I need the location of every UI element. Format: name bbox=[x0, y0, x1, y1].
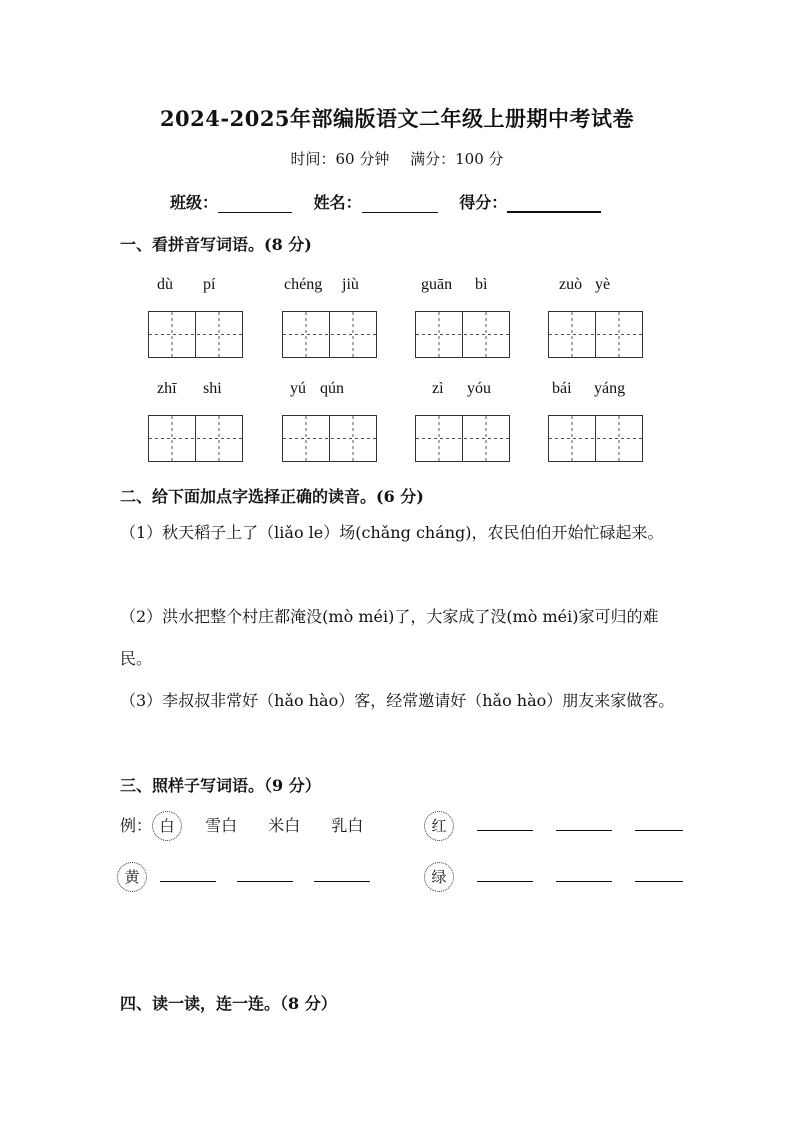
writing-grid[interactable] bbox=[415, 415, 510, 462]
answer-blank[interactable] bbox=[556, 814, 612, 831]
char-green: 绿 bbox=[424, 862, 454, 892]
pinyin: guān bbox=[421, 276, 453, 293]
answer-blank[interactable] bbox=[314, 865, 370, 882]
class-blank[interactable] bbox=[218, 194, 292, 213]
answer-blank[interactable] bbox=[477, 814, 533, 831]
pinyin: qún bbox=[320, 380, 344, 397]
exam-time: 时间：60 分钟 bbox=[290, 150, 390, 168]
pinyin: zuò bbox=[559, 276, 583, 293]
writing-grid[interactable] bbox=[548, 311, 643, 358]
student-info bbox=[170, 190, 617, 213]
writing-grid[interactable] bbox=[148, 311, 243, 358]
pinyin: zì bbox=[432, 380, 444, 397]
writing-grid[interactable] bbox=[282, 415, 377, 462]
writing-grid[interactable] bbox=[548, 415, 643, 462]
writing-grid[interactable] bbox=[148, 415, 243, 462]
answer-blank[interactable] bbox=[160, 865, 216, 882]
section2-heading: 二、给下面加点字选择正确的读音。(6 分) bbox=[120, 487, 424, 506]
answer-blank[interactable] bbox=[556, 865, 612, 882]
name-label: 姓名： bbox=[313, 193, 362, 212]
example-word: 雪白 bbox=[205, 816, 238, 835]
answer-blank[interactable] bbox=[477, 865, 533, 882]
example-char: 白 bbox=[152, 811, 182, 841]
answer-blank[interactable] bbox=[237, 865, 293, 882]
section4-heading: 四、读一读，连一连。（8 分） bbox=[120, 994, 337, 1013]
exam-subtitle bbox=[0, 148, 794, 169]
pinyin: chéng bbox=[284, 276, 323, 293]
example-row bbox=[120, 811, 363, 841]
answer-blank[interactable] bbox=[635, 865, 683, 882]
red-row bbox=[424, 811, 683, 841]
pinyin: pí bbox=[203, 276, 216, 293]
section3-heading: 三、照样子写词语。（9 分） bbox=[120, 776, 321, 795]
question-2: （2）洪水把整个村庄都淹没(mò méi)了，大家成了没(mò méi)家可归的难民。 bbox=[120, 607, 659, 668]
char-red: 红 bbox=[424, 811, 454, 841]
pinyin: yóu bbox=[467, 380, 491, 397]
pinyin: jiù bbox=[342, 276, 359, 293]
writing-grid[interactable] bbox=[415, 311, 510, 358]
answer-blank[interactable] bbox=[635, 814, 683, 831]
question-1: （1）秋天稻子上了（liǎo le）场(chǎng cháng)，农民伯伯开始忙碌起来。 bbox=[120, 523, 664, 542]
example-word: 米白 bbox=[268, 816, 301, 835]
pinyin: zhī bbox=[157, 380, 177, 397]
pinyin: shi bbox=[203, 380, 222, 397]
yellow-row bbox=[117, 862, 370, 892]
exam-total-score: 满分：100 分 bbox=[410, 150, 504, 168]
example-label: 例： bbox=[120, 816, 153, 835]
char-yellow: 黄 bbox=[117, 862, 147, 892]
score-label: 得分： bbox=[459, 193, 508, 212]
writing-grid[interactable] bbox=[282, 311, 377, 358]
question-3: （3）李叔叔非常好（hǎo hào）客，经常邀请好（hǎo hào）朋友来家做客。 bbox=[120, 691, 675, 710]
pinyin: bái bbox=[552, 380, 572, 397]
pinyin: bì bbox=[475, 276, 488, 293]
name-blank[interactable] bbox=[362, 194, 438, 213]
class-label: 班级： bbox=[170, 193, 219, 212]
pinyin: yáng bbox=[594, 380, 626, 397]
score-blank[interactable] bbox=[507, 193, 601, 213]
section1-heading: 一、看拼音写词语。(8 分) bbox=[120, 235, 312, 254]
pinyin: yú bbox=[290, 380, 306, 397]
pinyin: dù bbox=[157, 276, 173, 293]
exam-title: 2024-2025年部编版语文二年级上册期中考试卷 bbox=[159, 106, 635, 131]
example-word: 乳白 bbox=[331, 816, 364, 835]
pinyin: yè bbox=[595, 276, 611, 293]
green-row bbox=[424, 862, 683, 892]
